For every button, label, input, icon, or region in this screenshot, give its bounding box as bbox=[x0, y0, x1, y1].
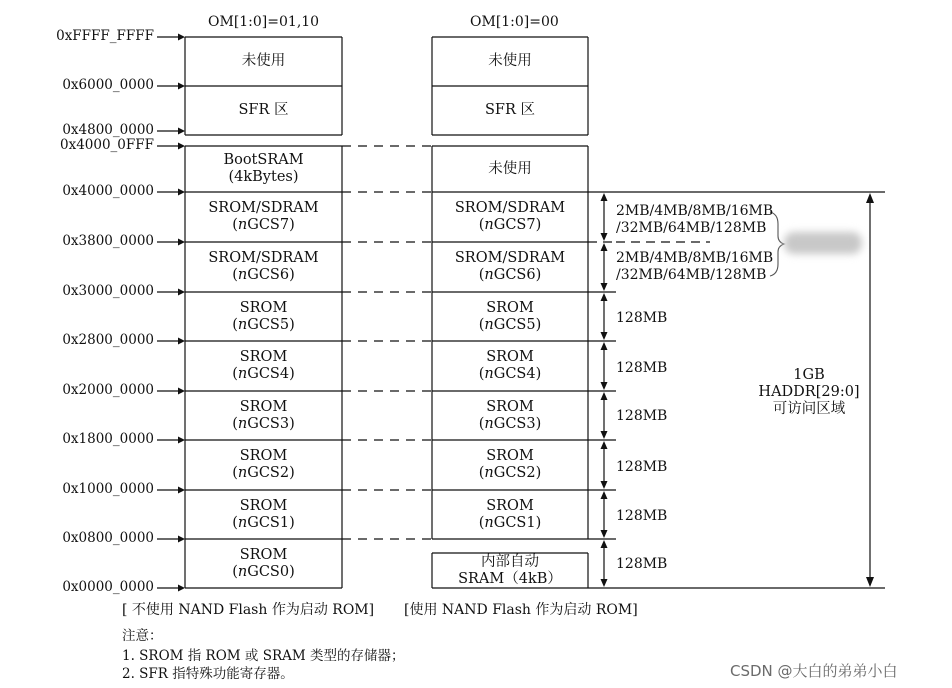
segment-arrowhead bbox=[601, 293, 608, 301]
left-header: OM[1:0]=01,10 bbox=[208, 14, 320, 30]
block-label: SROM bbox=[486, 349, 534, 365]
address-arrowhead bbox=[178, 189, 185, 196]
address-label: 0xFFFF_FFFF bbox=[56, 28, 154, 44]
block-label: SROM bbox=[239, 398, 288, 415]
blurred-label bbox=[784, 232, 862, 254]
left-memory-block bbox=[185, 440, 342, 490]
left-memory-block bbox=[185, 292, 342, 341]
block-sublabel: (nGCS6) bbox=[232, 267, 295, 283]
segment-arrowhead bbox=[601, 491, 608, 499]
segment-size-label bbox=[616, 459, 667, 476]
size-text: 128MB bbox=[616, 508, 668, 524]
segment-arrowhead bbox=[601, 233, 608, 241]
block-label: SFR 区 bbox=[484, 102, 536, 118]
address-arrowhead bbox=[178, 239, 185, 246]
block-sublabel: (nGCS5) bbox=[232, 316, 295, 333]
block-label: SROM/SDRAM bbox=[208, 250, 319, 266]
total-region-label bbox=[758, 363, 860, 421]
watermark: CSDN @大白的弟弟小白 bbox=[730, 662, 898, 680]
right-memory-block bbox=[432, 440, 588, 490]
right-memory-block bbox=[432, 37, 588, 86]
block-label: 未使用 bbox=[488, 160, 532, 177]
segment-arrowhead bbox=[601, 431, 608, 439]
right-memory-block bbox=[432, 553, 588, 588]
size-text: 128MB bbox=[616, 556, 668, 572]
left-memory-block bbox=[185, 391, 342, 440]
block-label: SROM bbox=[239, 546, 288, 563]
segment-arrowhead bbox=[601, 342, 608, 350]
block-sublabel: (nGCS2) bbox=[478, 465, 542, 481]
left-memory-block bbox=[185, 490, 342, 539]
size-text: 128MB bbox=[616, 459, 668, 475]
address-label: 0x4800_0000 bbox=[62, 122, 154, 138]
block-label: SROM bbox=[486, 448, 534, 464]
block-sublabel: (nGCS4) bbox=[478, 366, 542, 382]
segment-arrowhead bbox=[601, 392, 608, 400]
block-sublabel: (nGCS1) bbox=[232, 514, 295, 531]
size-text: 128MB bbox=[616, 408, 668, 424]
address-arrowhead bbox=[178, 143, 185, 150]
right-memory-block bbox=[432, 490, 588, 539]
segment-size-label bbox=[616, 508, 667, 525]
segment-arrowhead bbox=[601, 243, 608, 251]
size-text: 2MB/4MB/8MB/16MB bbox=[616, 203, 774, 219]
total-arrowhead bbox=[866, 193, 874, 203]
block-label: SROM bbox=[486, 497, 534, 514]
block-sublabel: (nGCS3) bbox=[478, 415, 542, 432]
block-label: SFR 区 bbox=[238, 102, 289, 118]
address-arrowhead bbox=[178, 338, 185, 345]
address-label: 0x1000_0000 bbox=[62, 481, 154, 497]
segment-arrowhead bbox=[601, 283, 608, 291]
note-item-1: 1. SROM 指 ROM 或 SRAM 类型的存储器； bbox=[122, 648, 405, 664]
total-description: 可访问区域 bbox=[772, 400, 846, 417]
right-header: OM[1:0]=00 bbox=[470, 14, 559, 30]
segment-size-label bbox=[616, 556, 667, 573]
block-label: SROM/SDRAM bbox=[454, 250, 566, 266]
size-text-cont: /32MB/64MB/128MB bbox=[616, 267, 767, 283]
segment-size-label bbox=[616, 250, 773, 284]
address-label: 0x0000_0000 bbox=[62, 579, 154, 595]
segment-arrowhead bbox=[601, 441, 608, 449]
block-label: SROM/SDRAM bbox=[454, 200, 566, 216]
total-arrowhead bbox=[866, 577, 874, 587]
block-label: 内部自动 bbox=[481, 553, 539, 570]
segment-size-label bbox=[616, 310, 667, 327]
address-label: 0x6000_0000 bbox=[62, 77, 154, 93]
block-sublabel: (nGCS6) bbox=[478, 267, 542, 283]
segment-arrowhead bbox=[601, 530, 608, 538]
address-label: 0x1800_0000 bbox=[62, 431, 154, 447]
size-text-cont: /32MB/64MB/128MB bbox=[616, 220, 767, 236]
left-memory-block bbox=[185, 242, 342, 292]
note-item-2: 2. SFR 指特殊功能寄存器。 bbox=[122, 666, 294, 682]
block-sublabel: (nGCS0) bbox=[232, 563, 295, 580]
segment-size-label bbox=[616, 408, 667, 425]
right-memory-block bbox=[432, 146, 588, 192]
block-sublabel: (nGCS7) bbox=[232, 217, 295, 233]
address-label: 0x2000_0000 bbox=[62, 382, 154, 398]
block-label: SROM/SDRAM bbox=[208, 200, 319, 216]
address-label: 0x2800_0000 bbox=[62, 332, 154, 348]
address-arrowhead bbox=[178, 34, 185, 41]
block-label: SROM bbox=[239, 497, 288, 514]
size-text: 2MB/4MB/8MB/16MB bbox=[616, 250, 774, 266]
segment-size-label bbox=[616, 360, 667, 377]
address-arrowhead bbox=[178, 585, 185, 592]
block-label: SROM bbox=[486, 398, 534, 415]
address-arrowhead bbox=[178, 128, 185, 135]
block-sublabel: (nGCS1) bbox=[478, 514, 542, 531]
right-memory-block bbox=[432, 341, 588, 391]
total-haddr: HADDR[29:0] bbox=[758, 383, 860, 400]
left-caption: [ 不使用 NAND Flash 作为启动 ROM] bbox=[122, 602, 375, 618]
segment-arrowhead bbox=[601, 193, 608, 201]
left-memory-block bbox=[185, 341, 342, 391]
block-sublabel: (4kBytes) bbox=[228, 169, 299, 185]
segment-arrowhead bbox=[601, 579, 608, 587]
segment-size-label bbox=[616, 203, 773, 237]
address-label: 0x0800_0000 bbox=[62, 530, 154, 546]
left-memory-block bbox=[185, 86, 342, 135]
notes-title: 注意： bbox=[122, 628, 163, 644]
right-memory-block bbox=[432, 242, 588, 292]
address-arrowhead bbox=[178, 388, 185, 395]
block-label: SROM bbox=[239, 349, 288, 365]
address-label: 0x3000_0000 bbox=[62, 283, 154, 299]
segment-arrowhead bbox=[601, 382, 608, 390]
block-label: 未使用 bbox=[488, 53, 532, 69]
block-sublabel: (nGCS4) bbox=[232, 366, 295, 382]
size-text: 128MB bbox=[616, 360, 668, 376]
address-arrowhead bbox=[178, 487, 185, 494]
block-label: 未使用 bbox=[241, 53, 286, 69]
right-memory-block bbox=[432, 292, 588, 341]
segment-arrowhead bbox=[601, 481, 608, 489]
left-memory-block bbox=[185, 146, 342, 192]
total-size: 1GB bbox=[793, 366, 825, 383]
block-sublabel: SRAM（4kB） bbox=[458, 570, 562, 587]
right-memory-block bbox=[432, 86, 588, 135]
block-label: SROM bbox=[239, 448, 288, 464]
block-label: SROM bbox=[486, 299, 534, 316]
right-memory-block bbox=[432, 391, 588, 440]
left-memory-block bbox=[185, 192, 342, 242]
block-sublabel: (nGCS5) bbox=[478, 316, 542, 333]
block-label: SROM bbox=[239, 299, 288, 316]
size-text: 128MB bbox=[616, 310, 668, 326]
block-label: BootSRAM bbox=[223, 152, 304, 168]
segment-arrowhead bbox=[601, 540, 608, 548]
address-arrowhead bbox=[178, 536, 185, 543]
address-arrowhead bbox=[178, 83, 185, 90]
right-memory-block bbox=[432, 192, 588, 242]
block-sublabel: (nGCS3) bbox=[232, 415, 295, 432]
segment-arrowhead bbox=[601, 332, 608, 340]
address-label: 0x4000_0000 bbox=[62, 183, 154, 199]
left-memory-block bbox=[185, 539, 342, 588]
block-sublabel: (nGCS7) bbox=[478, 217, 542, 233]
right-caption: [使用 NAND Flash 作为启动 ROM] bbox=[404, 602, 638, 618]
address-arrowhead bbox=[178, 437, 185, 444]
address-label: 0x4000_0FFF bbox=[60, 137, 154, 153]
left-memory-block bbox=[185, 37, 342, 86]
address-label: 0x3800_0000 bbox=[62, 233, 154, 249]
address-arrowhead bbox=[178, 289, 185, 296]
block-sublabel: (nGCS2) bbox=[232, 465, 295, 481]
